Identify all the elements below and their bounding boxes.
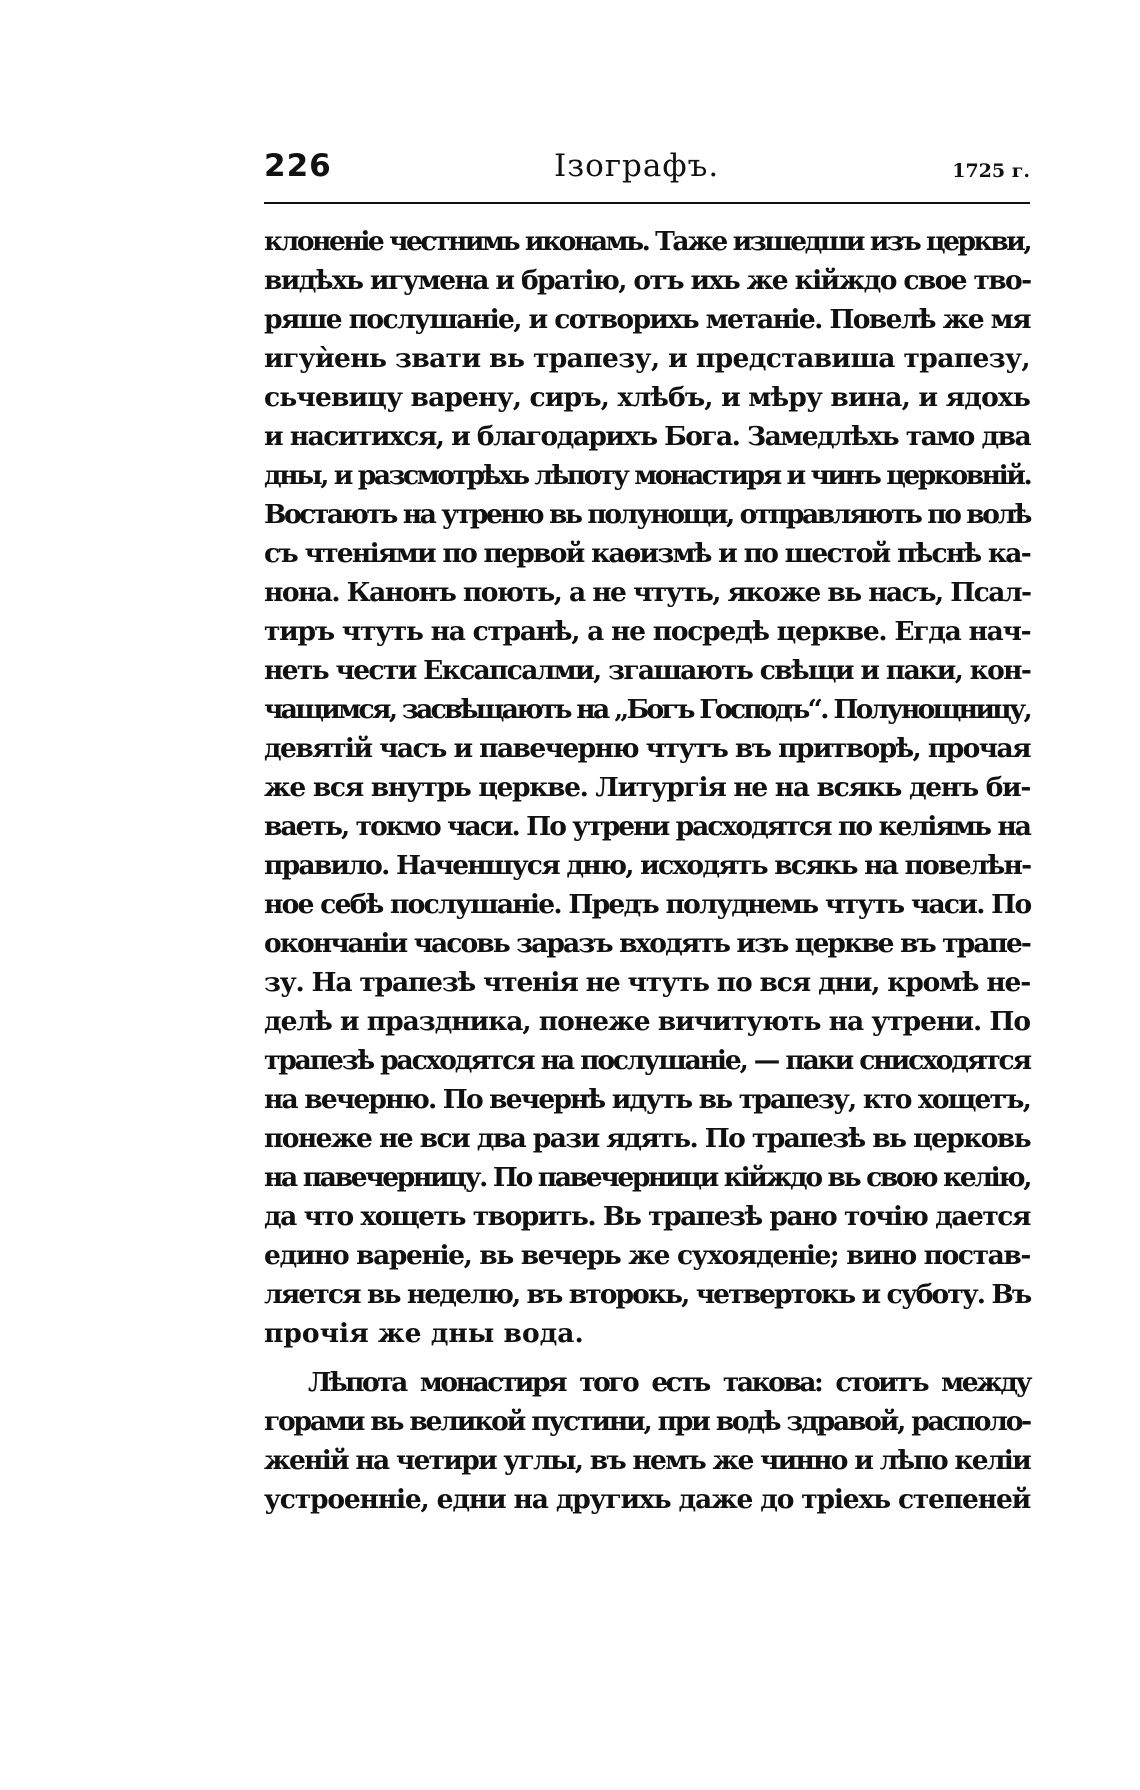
running-year: 1725 г. <box>952 160 1030 182</box>
paragraph-gap <box>264 1353 1030 1363</box>
page-number: 226 <box>264 148 332 184</box>
text-line: окончаніи часовь заразъ входять изъ церкве въ трапе- <box>264 928 1030 959</box>
text-line: нона. Канонъ поють, а не чтуть, якоже вь насъ, Псал- <box>264 577 1031 608</box>
text-line: едино вареніе, вь вечерь же сухояденіе; вино постав- <box>264 1240 1030 1271</box>
text-line: и наситихся, и благодарихъ Бога. Замедлѣхь тамо два <box>264 421 1031 452</box>
text-line: да что хощеть творить. Вь трапезѣ рано точію дается <box>264 1201 1030 1232</box>
text-line: съ чтеніями по первой каѳизмѣ и по шестой пѣснѣ ка- <box>264 538 1030 569</box>
running-title: Ізографъ. <box>554 148 720 184</box>
text-line: чащимся, засвѣщають на „Богъ Господъ“. Полунощницу, <box>264 694 1030 725</box>
text-line: устроенніе, едни на другихь даже до тріехь степеней <box>264 1484 1031 1515</box>
text-line: Лѣпота монастиря того есть такова: стоитъ между <box>308 1367 1030 1398</box>
text-line: тиръ чтуть на странѣ, а не посредѣ церкве. Егда нач- <box>264 616 1031 647</box>
text-line: зу. На трапезѣ чтенія не чтуть по вся дни, кромѣ не- <box>264 967 1031 998</box>
text-line: делѣ и праздника, понеже вичитують на утрени. По <box>264 1006 1030 1037</box>
paragraph <box>264 222 1030 1353</box>
text-line: же вся внутрь церкве. Литургія не на всякь денъ би- <box>264 772 1030 803</box>
text-line: прочія же дны вода. <box>264 1318 584 1349</box>
text-line: на вечерню. По вечернѣ идуть вь трапезу, кто хощетъ, <box>264 1084 1030 1115</box>
text-line: клоненіе честнимь иконамь. Таже изшедши изъ церкви, <box>264 226 1031 257</box>
text-line: сьчевицу варену, сиръ, хлѣбъ, и мѣру вина, и ядохь <box>264 382 1030 413</box>
text-line: правило. Наченшуся дню, исходять всякь на повелѣн- <box>264 850 1031 881</box>
text-line: горами вь великой пустини, при водѣ здравой, располо- <box>264 1406 1030 1437</box>
text-line: игуѝень звати вь трапезу, и представиша трапезу, <box>264 343 1030 374</box>
text-line: ляется вь неделю, въ второкь, четвертокь и суботу. Въ <box>264 1279 1031 1310</box>
text-line: на павечерницу. По павечерници кійждо вь свою келію, <box>264 1162 1031 1193</box>
text-line: неть чести Ексапсалми, згашають свѣщи и паки, кон- <box>264 655 1031 686</box>
text-line: трапезѣ расходятся на послушаніе, — паки снисходятся <box>264 1045 1030 1076</box>
text-line: понеже не вси два рази ядять. По трапезѣ вь церковь <box>264 1123 1030 1154</box>
text-line: Востають на утреню вь полунощи, отправляють по волѣ <box>264 499 1030 530</box>
body-text <box>264 222 1030 1519</box>
text-line: женій на четири углы, въ немъ же чинно и лѣпо келіи <box>264 1445 1030 1476</box>
text-line: девятій часъ и павечерню чтутъ въ притворѣ, прочая <box>264 733 1030 764</box>
header-rule <box>264 202 1030 204</box>
paragraph <box>264 1363 1030 1519</box>
running-head <box>264 148 1030 194</box>
text-line: дны, и разсмотрѣхь лѣпоту монастиря и чинъ церковній. <box>264 460 1031 491</box>
text-line: ваеть, токмо часи. По утрени расходятся по келіямь на <box>264 811 1030 842</box>
text-line: ное себѣ послушаніе. Предъ полуднемь чтуть часи. По <box>264 889 1031 920</box>
text-line: ряше послушаніе, и сотворихь метаніе. Повелѣ же мя <box>264 304 1030 335</box>
text-line: видѣхь игумена и братію, отъ ихь же кійждо свое тво- <box>264 265 1031 296</box>
